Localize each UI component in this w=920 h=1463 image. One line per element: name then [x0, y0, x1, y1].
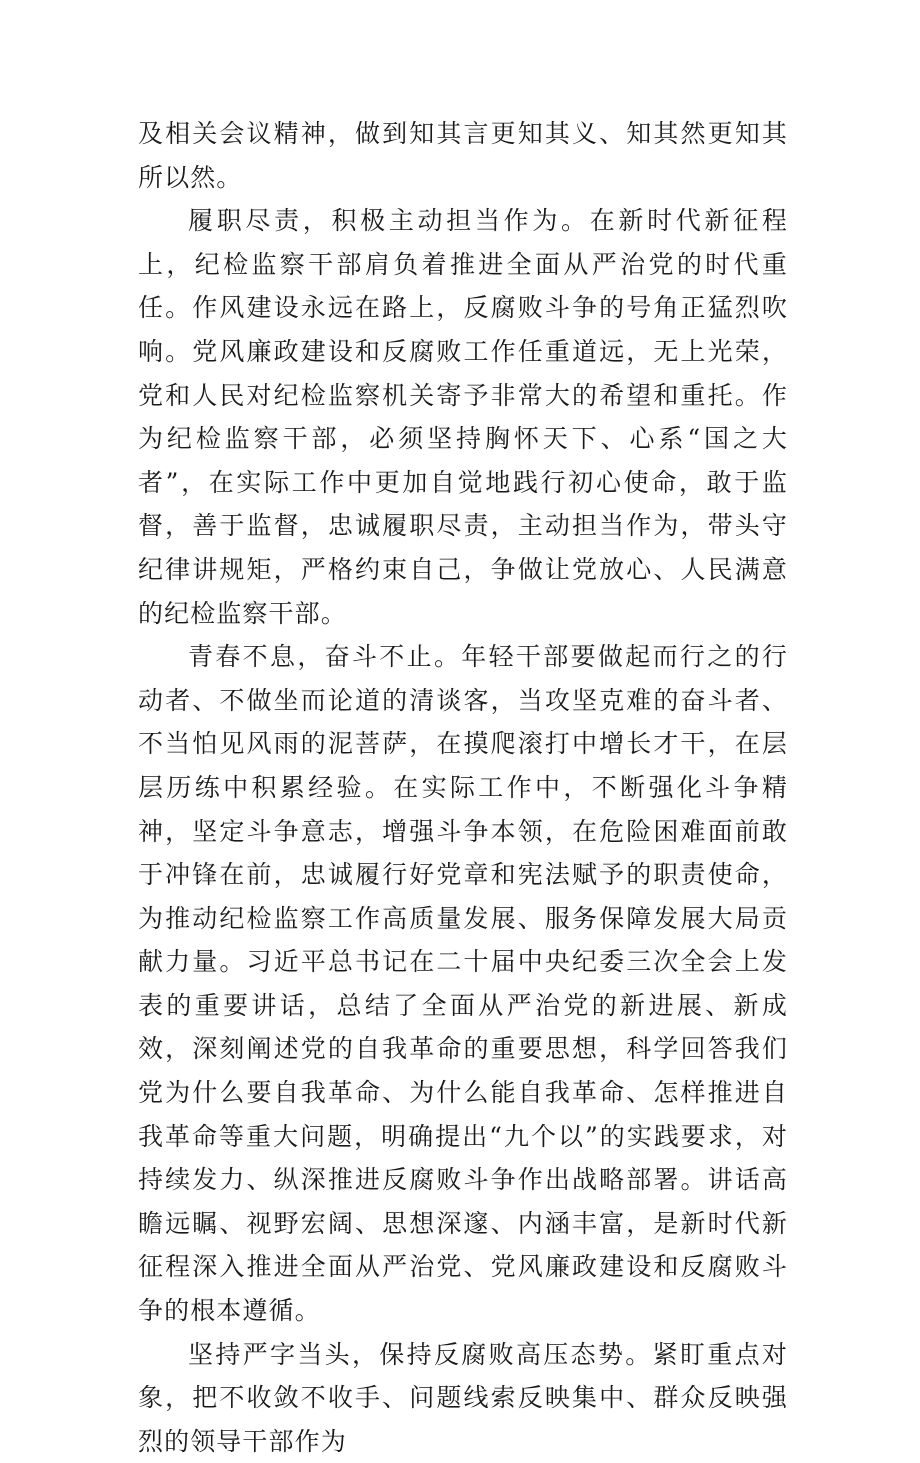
paragraph-continuation: 及相关会议精神，做到知其言更知其义、知其然更知其所以然。 [138, 119, 788, 192]
paragraph-anti-corruption: 坚持严字当头，保持反腐败高压态势。紧盯重点对象，把不收敛不收手、问题线索反映集中、群众反映强烈的领导干部作为 [138, 1339, 788, 1456]
document-body [138, 112, 788, 1463]
paragraph-youth-struggle: 青春不息，奋斗不止。年轻干部要做起而行之的行动者、不做坐而论道的清谈客，当攻坚克难的奋斗者、不当怕见风雨的泥菩萨，在摸爬滚打中增长才干，在层层历练中积累经验。在实际工作中，不断强化斗争精神，坚定斗争意志，增强斗争本领，在危险困难面前敢于冲锋在前，忠诚履行好党章和宪法赋予的职责使命，为推动纪检监察工作高质量发展、服务保障发展大局贡献力量。习近平总书记在二十届中央纪委三次全会上发表的重要讲话，总结了全面从严治党的新进展、新成效，深刻阐述党的自我革命的重要思想，科学回答我们党为什么要自我革命、为什么能自我革命、怎样推进自我革命等重大问题，明确提出“九个以”的实践要求，对持续发力、纵深推进反腐败斗争作出战略部署。讲话高瞻远瞩、视野宏阔、思想深邃、内涵丰富，是新时代新征程深入推进全面从严治党、党风廉政建设和反腐败斗争的根本遵循。 [138, 642, 788, 1326]
paragraph-duty: 履职尽责，积极主动担当作为。在新时代新征程上，纪检监察干部肩负着推进全面从严治党的时代重任。作风建设永远在路上，反腐败斗争的号角正猛烈吹响。党风廉政建设和反腐败工作任重道远，无上光荣，党和人民对纪检监察机关寄予非常大的希望和重托。作为纪检监察干部，必须坚持胸怀天下、心系“国之大者”，在实际工作中更加自觉地践行初心使命，敢于监督，善于监督，忠诚履职尽责，主动担当作为，带头守纪律讲规矩，严格约束自己，争做让党放心、人民满意的纪检监察干部。 [138, 206, 788, 628]
